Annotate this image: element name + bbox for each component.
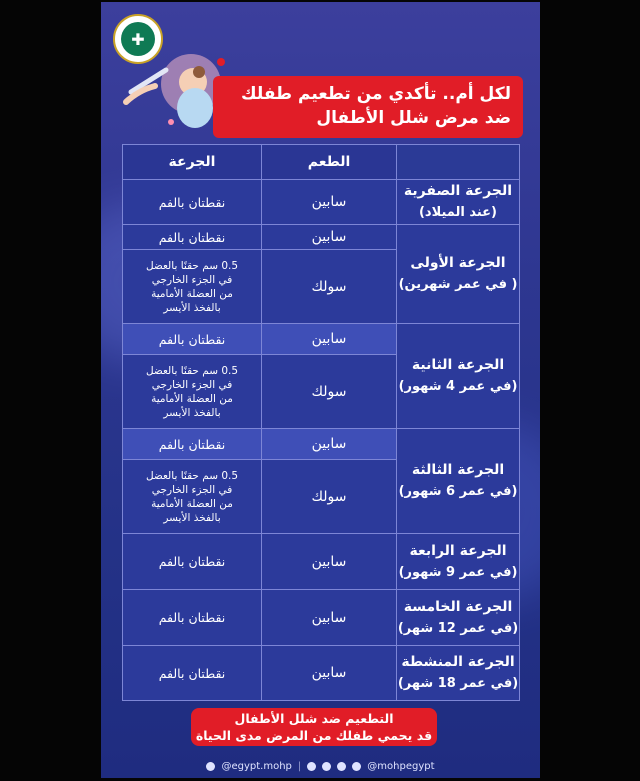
vaccine-cell: سولك bbox=[262, 250, 397, 324]
vaccine-cell: سابين bbox=[262, 324, 397, 355]
footer-line-2: قد يحمي طفلك من المرض مدى الحياة bbox=[195, 728, 433, 743]
route-cell: نقطتان بالفم bbox=[123, 324, 262, 355]
ministry-logo-icon: ✚ bbox=[113, 14, 163, 64]
dose-name: الجرعة الرابعة bbox=[409, 542, 507, 559]
vaccine-cell: سابين bbox=[262, 590, 397, 646]
route-cell bbox=[123, 355, 262, 429]
dose-name: الجرعة الصفرية bbox=[403, 183, 513, 199]
table-row bbox=[123, 324, 520, 355]
dose-age: (في عمر 18 شهر) bbox=[397, 676, 519, 691]
instagram-icon bbox=[307, 762, 316, 771]
route-cell: نقطتان بالفم bbox=[123, 429, 262, 460]
route-cell bbox=[123, 250, 262, 324]
route-cell: نقطتان بالفم bbox=[123, 646, 262, 701]
footer-line-1: التطعيم ضد شلل الأطفال bbox=[234, 711, 394, 726]
route-cell: نقطتان بالفم bbox=[123, 534, 262, 590]
dose-name-cell bbox=[397, 429, 520, 534]
vaccination-schedule-table bbox=[122, 144, 520, 701]
table-row bbox=[123, 429, 520, 460]
route-cell: نقطتان بالفم bbox=[123, 590, 262, 646]
headline-banner bbox=[213, 76, 523, 138]
route-cell: نقطتان بالفم bbox=[123, 180, 262, 225]
vaccine-cell: سولك bbox=[262, 460, 397, 534]
dose-age: ( في عمر شهرين) bbox=[398, 277, 518, 292]
route-line: 0.5 سم حقنًا بالعضل bbox=[145, 469, 239, 482]
table-row bbox=[123, 646, 520, 701]
vaccine-cell: سولك bbox=[262, 355, 397, 429]
route-cell bbox=[123, 460, 262, 534]
vaccine-cell: سابين bbox=[262, 429, 397, 460]
table-row bbox=[123, 225, 520, 250]
table-row bbox=[123, 534, 520, 590]
table-header-corner bbox=[397, 145, 520, 180]
route-line: في الجزء الخارجي bbox=[151, 273, 233, 286]
route-line: بالفخذ الأيسر bbox=[163, 301, 221, 314]
dose-name-cell bbox=[397, 534, 520, 590]
dose-name-cell bbox=[397, 324, 520, 429]
table-row bbox=[123, 180, 520, 225]
headline-line-1: لكل أم.. تأكدي من تطعيم طفلك bbox=[241, 84, 511, 104]
poster bbox=[101, 2, 540, 778]
footer-banner bbox=[191, 708, 437, 746]
dose-age: (في عمر 12 شهر) bbox=[397, 620, 519, 636]
social-handle-right: @mohpegypt bbox=[367, 760, 435, 772]
vaccine-cell: سابين bbox=[262, 646, 397, 701]
youtube-icon bbox=[322, 762, 331, 771]
table-row bbox=[123, 590, 520, 646]
header-vaccine: الطعم bbox=[262, 145, 397, 180]
table-header-row bbox=[123, 145, 520, 180]
dose-age: (في عمر 6 شهور) bbox=[398, 484, 518, 499]
dose-name-cell bbox=[397, 225, 520, 324]
linkedin-icon bbox=[337, 762, 346, 771]
route-line: من العضلة الأمامية bbox=[151, 287, 233, 300]
route-line: 0.5 سم حقنًا بالعضل bbox=[145, 364, 239, 377]
vaccine-cell: سابين bbox=[262, 534, 397, 590]
vaccine-cell: سابين bbox=[262, 225, 397, 250]
route-line: من العضلة الأمامية bbox=[151, 392, 233, 405]
route-cell: نقطتان بالفم bbox=[123, 225, 262, 250]
route-line: بالفخذ الأيسر bbox=[163, 406, 221, 419]
dose-age: (في عمر 9 شهور) bbox=[398, 564, 518, 580]
dose-name-cell bbox=[397, 590, 520, 646]
dose-name: الجرعة الثالثة bbox=[411, 462, 505, 478]
route-line: بالفخذ الأيسر bbox=[163, 511, 221, 524]
header-dose: الجرعة bbox=[123, 145, 262, 180]
route-line: 0.5 سم حقنًا بالعضل bbox=[145, 259, 239, 272]
twitter-icon bbox=[352, 762, 361, 771]
vaccine-cell: سابين bbox=[262, 180, 397, 225]
dose-name: الجرعة المنشطة bbox=[401, 654, 515, 670]
route-line: في الجزء الخارجي bbox=[151, 378, 233, 391]
route-line: في الجزء الخارجي bbox=[151, 483, 233, 496]
headline-line-2: ضد مرض شلل الأطفال bbox=[316, 108, 511, 128]
dose-age: (عند الميلاد) bbox=[418, 205, 497, 220]
dose-name: الجرعة الخامسة bbox=[403, 598, 513, 615]
dose-name: الجرعة الأولى bbox=[410, 255, 506, 271]
dose-name-cell bbox=[397, 180, 520, 225]
social-handles-bar: @egypt.mohp | @mohpegypt bbox=[101, 759, 540, 773]
dose-name-cell bbox=[397, 646, 520, 701]
route-line: من العضلة الأمامية bbox=[151, 497, 233, 510]
social-handle-left: @egypt.mohp bbox=[221, 760, 292, 772]
dose-name: الجرعة الثانية bbox=[411, 357, 505, 373]
dose-age: (في عمر 4 شهور) bbox=[398, 379, 518, 394]
facebook-icon bbox=[206, 762, 215, 771]
